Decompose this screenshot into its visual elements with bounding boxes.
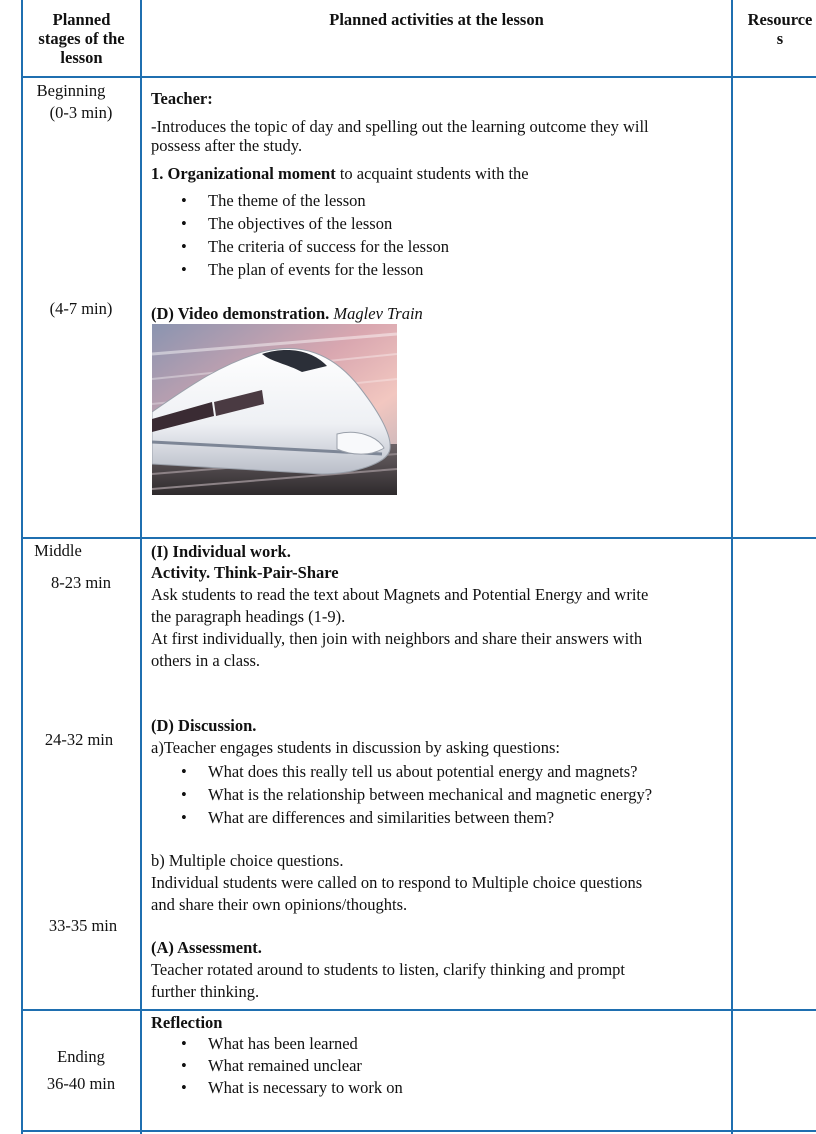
video-demonstration (151, 303, 423, 325)
stage-beginning: Beginning (36, 81, 106, 100)
table-border-bottom (21, 1130, 816, 1132)
maglev-train-image (152, 324, 397, 495)
bullet-icon: • (181, 785, 187, 804)
bullet-icon: • (181, 260, 187, 279)
list-item-text: The plan of events for the lesson (208, 260, 424, 279)
organizational-list (181, 189, 449, 281)
list-item-text: The criteria of success for the lesson (208, 237, 449, 256)
train-illustration (152, 324, 397, 495)
intro-line-1: -Introduces the topic of day and spelling out the learning outcome they will (151, 117, 649, 136)
header-resources (734, 10, 816, 48)
bullet-icon: • (181, 1078, 187, 1097)
discussion-questions (181, 760, 653, 829)
list-item (181, 189, 449, 212)
header-stages-line3: lesson (60, 48, 103, 67)
stage-middle: Middle (34, 541, 82, 560)
time-middle-3: 33-35 min (48, 916, 118, 935)
reflection-list (181, 1033, 403, 1099)
list-item-text: What is the relationship between mechanical and magnetic energy? (208, 785, 653, 804)
bullet-icon: • (181, 808, 187, 827)
time-beginning-1: (0-3 min) (49, 103, 113, 122)
bullet-icon: • (181, 237, 187, 256)
engage-text: a)Teacher engages students in discussion by asking questions: (151, 738, 560, 757)
mcq-line-1: Individual students were called on to respond to Multiple choice questions (151, 873, 643, 892)
list-item (181, 1033, 403, 1055)
header-activities: Planned activities at the lesson (329, 10, 544, 29)
assess-line-1: Teacher rotated around to students to listen, clarify thinking and prompt (151, 960, 626, 979)
video-demonstration-title: Maglev Train (333, 304, 423, 323)
table-border-col2 (731, 0, 733, 1134)
activity-title: Activity. Think-Pair-Share (151, 563, 339, 582)
mcq-line-2: and share their own opinions/thoughts. (151, 895, 408, 914)
ask-line-2: the paragraph headings (1-9). (151, 607, 346, 626)
table-border-beginning (21, 537, 816, 539)
bullet-icon: • (181, 762, 187, 781)
organizational-moment-text: to acquaint students with the (335, 164, 529, 183)
table-border-left (21, 0, 23, 1134)
bullet-icon: • (181, 191, 187, 210)
time-middle-1: 8-23 min (50, 573, 112, 592)
assess-line-2: further thinking. (151, 982, 260, 1001)
list-item (181, 1055, 403, 1077)
time-beginning-2: (4-7 min) (49, 299, 113, 318)
first-line-1: At first individually, then join with neighbors and share their answers with (151, 629, 643, 648)
list-item-text: What does this really tell us about potential energy and magnets? (208, 762, 638, 781)
list-item (181, 235, 449, 258)
table-border-header (21, 76, 816, 78)
stage-ending: Ending (57, 1047, 105, 1066)
first-line-2: others in a class. (151, 651, 261, 670)
table-border-middle (21, 1009, 816, 1011)
video-demonstration-label: (D) Video demonstration. (151, 304, 330, 323)
organizational-moment (151, 163, 529, 185)
list-item (181, 1077, 403, 1099)
bullet-icon: • (181, 1056, 187, 1075)
reflection-title: Reflection (151, 1013, 223, 1032)
list-item (181, 806, 652, 829)
discussion-title: (D) Discussion. (151, 716, 257, 735)
teacher-label: Teacher: (151, 89, 213, 108)
assessment-title: (A) Assessment. (151, 938, 262, 957)
list-item-text: What has been learned (208, 1034, 358, 1053)
bullet-icon: • (181, 214, 187, 233)
list-item-text: What remained unclear (208, 1056, 362, 1075)
header-resources-line2: s (776, 29, 784, 48)
list-item-text: What are differences and similarities between them? (208, 808, 555, 827)
individual-work-title: (I) Individual work. (151, 542, 291, 561)
list-item (181, 783, 653, 806)
list-item-text: What is necessary to work on (208, 1078, 403, 1097)
intro-line-2: possess after the study. (151, 136, 303, 155)
header-stages-line2: stages of the (38, 29, 125, 48)
list-item-text: The objectives of the lesson (208, 214, 393, 233)
ask-line-1: Ask students to read the text about Magnets and Potential Energy and write (151, 585, 649, 604)
header-stages (23, 10, 140, 67)
time-middle-2: 24-32 min (44, 730, 114, 749)
time-ending: 36-40 min (46, 1074, 116, 1093)
list-item-text: The theme of the lesson (208, 191, 366, 210)
list-item (181, 760, 652, 783)
organizational-moment-label: 1. Organizational moment (151, 164, 336, 183)
header-resources-line1: Resource (747, 10, 813, 29)
list-item (181, 258, 449, 281)
table-border-col1 (140, 0, 142, 1134)
mcq-title: b) Multiple choice questions. (151, 851, 344, 870)
header-stages-line1: Planned (52, 10, 111, 29)
list-item (181, 212, 449, 235)
bullet-icon: • (181, 1034, 187, 1053)
